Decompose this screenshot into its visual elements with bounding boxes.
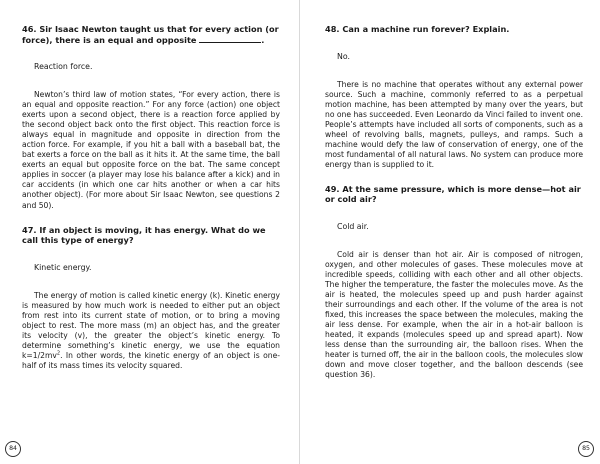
question-47: 47. If an object is moving, it has energy. What do we call this type of energy? <box>22 224 266 246</box>
explanation-48: There is no machine that operates without any external power source. Such a machine, commonly referred to as a perpetual motion machine, has been attempted by many over the years, but no one has succeeded. Even Leonardo da Vinci failed to invent one. People’s attempts have included all sorts of components, such as a wheel of revolving balls, magnets, pulleys, and ramps. Such a machine would defy the law of conservation of energy, one of the most fundamental of all natural laws. No system can produce more energy than is supplied to it. <box>325 79 583 169</box>
explanation-47 <box>22 291 280 371</box>
explanation-47-main: The energy of motion is called kinetic energy (k). Kinetic energy is measured by how much work is needed to either put an object from rest into its current state of motion, or to bring a moving object to rest. The more mass (m) an object has, and the greater its velocity (v), the greater the object’s kinetic energy. To determine something’s kinetic energy, we use the equation k=1/2mv <box>22 290 280 360</box>
question-49: 49. At the same pressure, which is more dense—hot air or cold air? <box>325 183 581 205</box>
answer-49: Cold air. <box>337 221 369 231</box>
fill-in-blank <box>199 35 261 43</box>
question-48: 48. Can a machine run forever? Explain. <box>325 24 510 34</box>
question-46-end: . <box>261 34 265 45</box>
answer-46: Reaction force. <box>34 62 93 71</box>
explanation-49: Cold air is denser than hot air. Air is composed of nitrogen, oxygen, and other molecules of gases. These molecules move at incredible speeds, colliding with each other and all other objects. The higher the temperature, the faster the molecules move. As the air is heated, the molecules speed up and push harder against their surroundings and each other. If the volume of the area is not fixed, this increases the space between the molecules, making the air less dense. For example, when the air in a hot-air balloon is heated, it expands (molecules speed up and spread apart). Now less dense than the surrounding air, the balloon rises. When the heater is turned off, the air in the balloon cools, the molecules slow down and move closer together, and the balloon descends (see question 36). <box>325 249 583 380</box>
question-46 <box>22 24 280 45</box>
page-number-right: 85 <box>578 441 594 457</box>
answer-48: No. <box>337 51 350 61</box>
exponent: 2 <box>56 350 61 357</box>
answer-47: Kinetic energy. <box>34 262 92 272</box>
explanation-47-end: . In other words, the kinetic energy of an object is one-half of its mass times its velocity squared. <box>22 350 280 370</box>
right-column <box>325 24 583 381</box>
question-46-text: 46. Sir Isaac Newton taught us that for every action (or force), there is an equal and opposite <box>22 24 279 45</box>
right-page <box>300 0 600 464</box>
left-column <box>22 24 280 371</box>
explanation-46: Newton’s third law of motion states, “For every action, there is an equal and opposite reaction.” For any force (action) one object exerts upon a second object, there is a reaction force applied by the second object back onto the first object. This reaction force is always equal in magnitude and opposite in direction from the action force. For example, if you hit a ball with a baseball bat, the bat exerts a force on the ball as it hits it. At the same time, the ball exerts an equal but opposite force on the bat. The same concept applies in soccer (a player may lose his balance after a kick) and in car accidents (in which one car hits another or when a car hits another object). (For more about Sir Isaac Newton, see questions 2 and 50). <box>22 90 280 210</box>
page-number-left: 84 <box>5 441 21 457</box>
